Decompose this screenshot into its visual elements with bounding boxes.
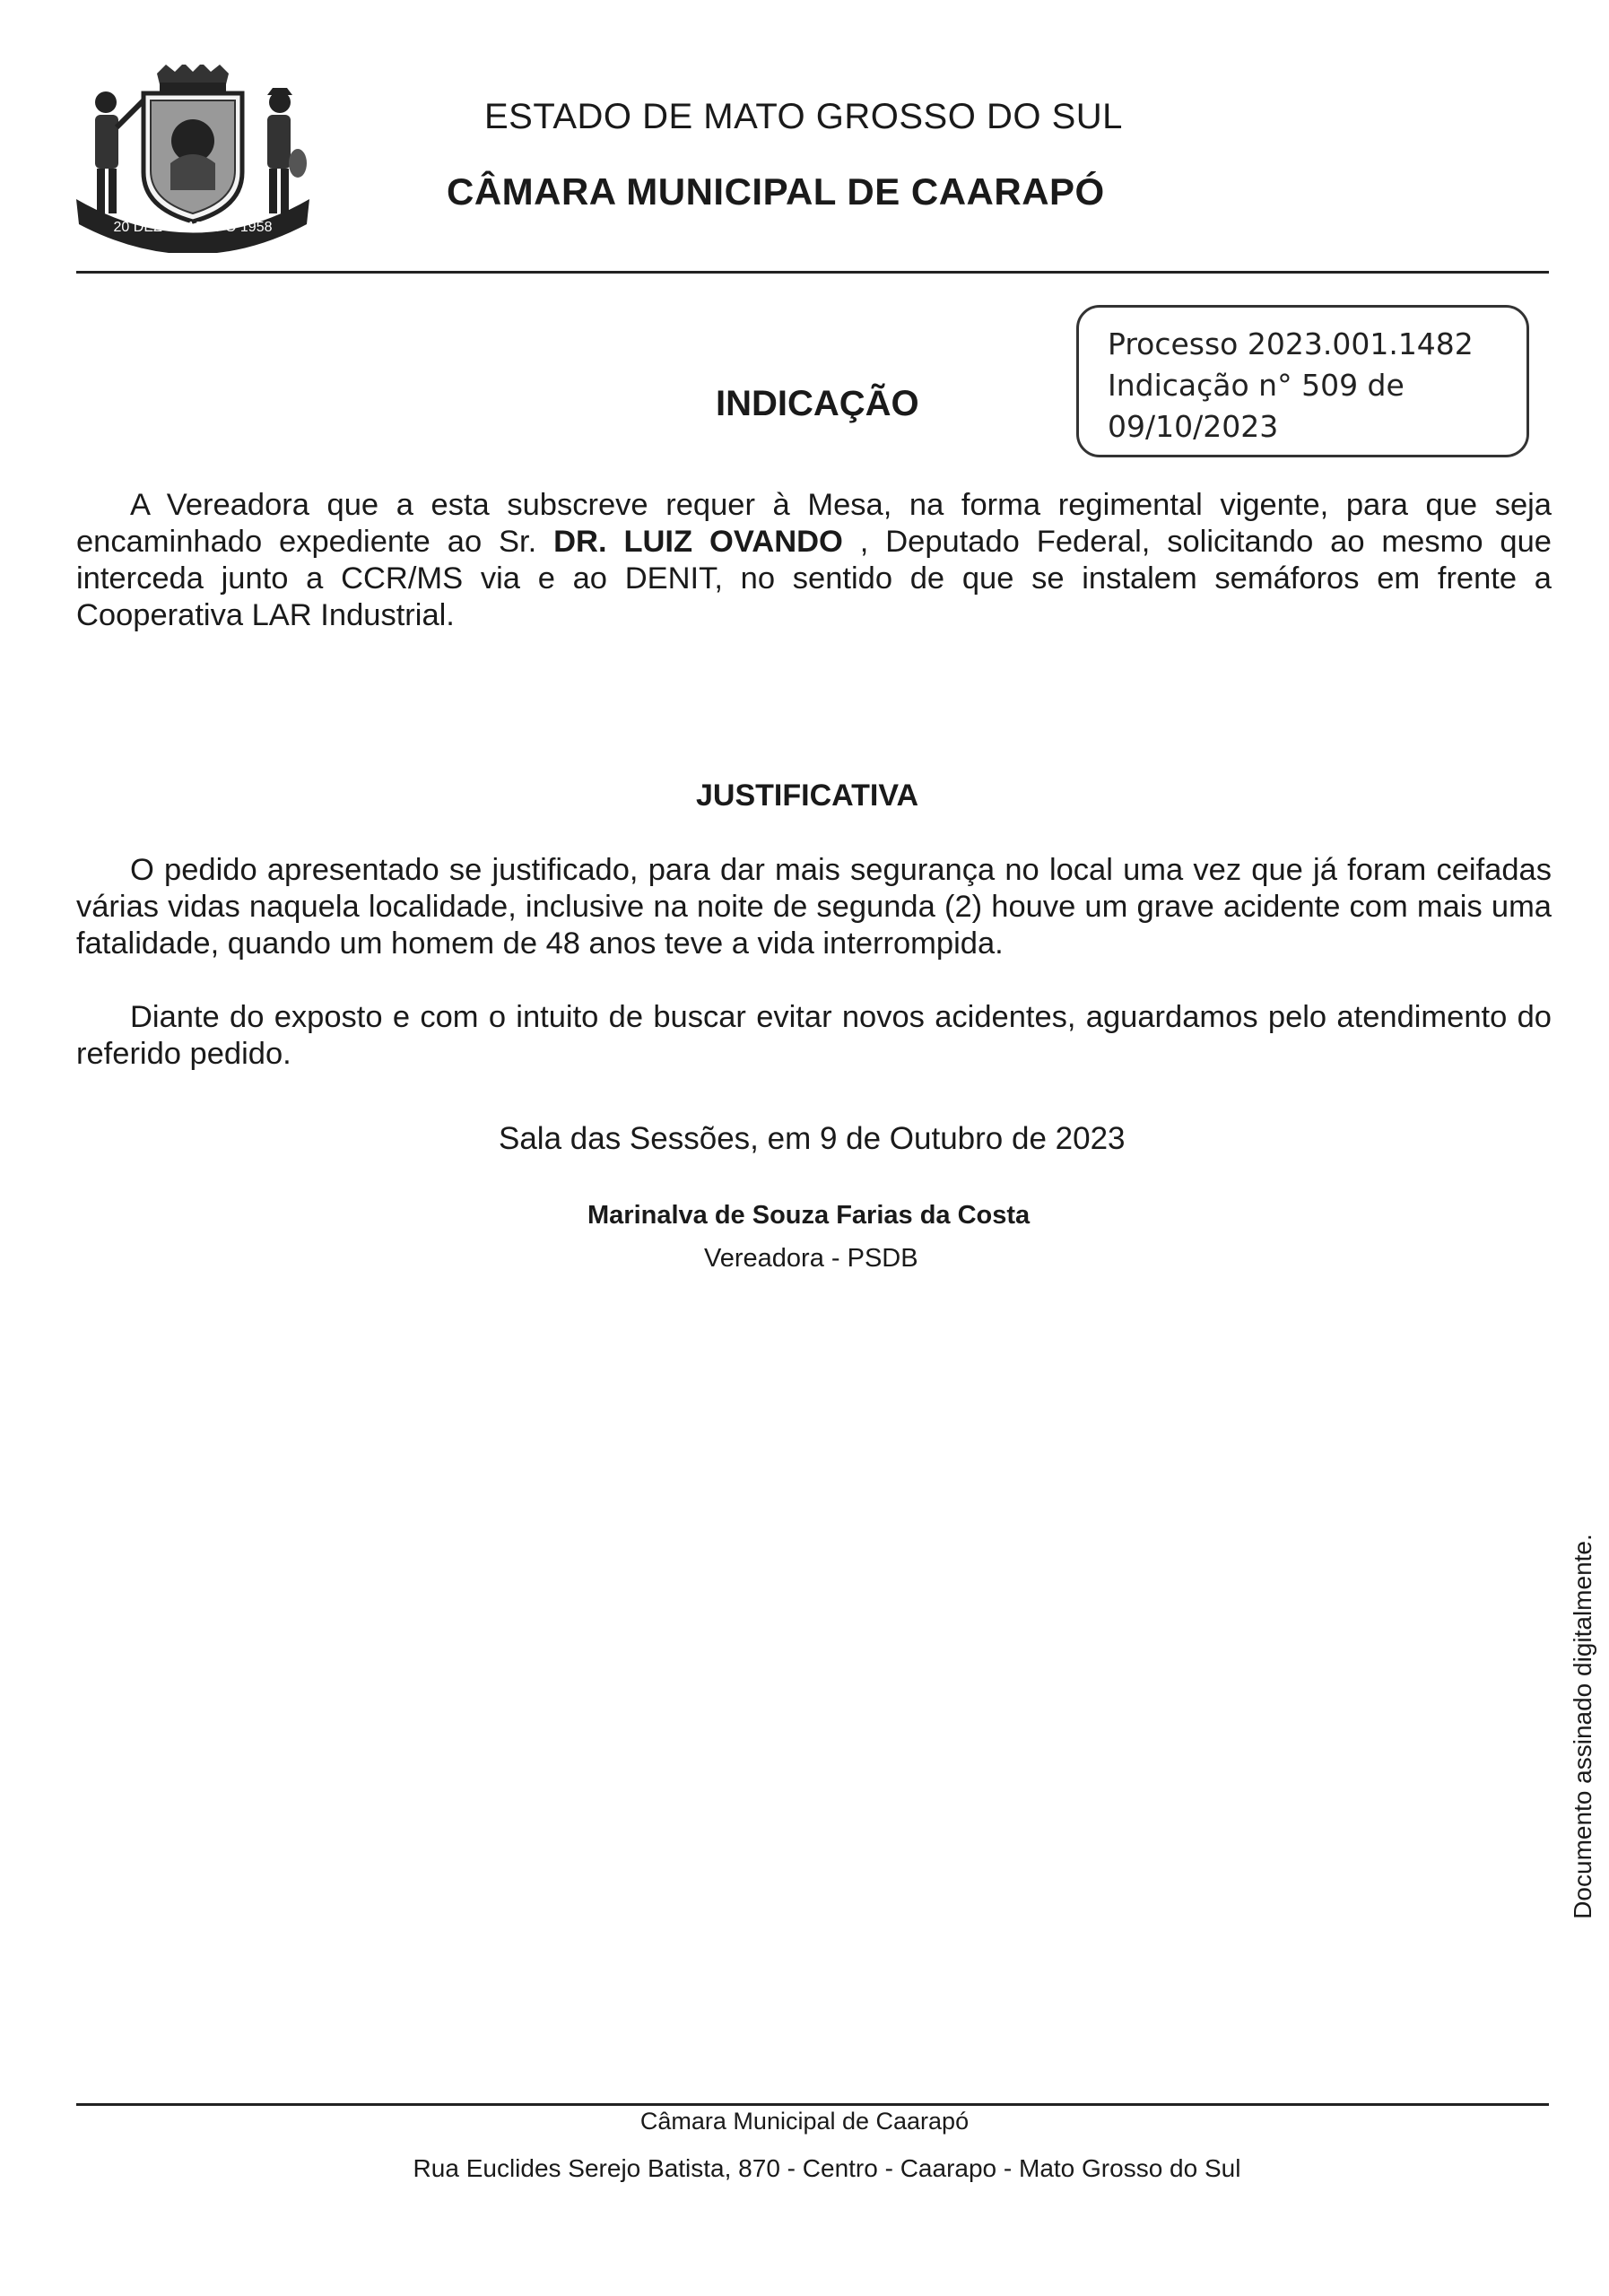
recipient-name: DR. LUIZ OVANDO [553,525,843,559]
municipal-crest-logo [72,65,314,253]
place-and-date: Sala das Sessões, em 9 de Outubro de 2023 [499,1121,1126,1156]
footer-divider [76,2103,1549,2106]
signer-role: Vereadora - PSDB [704,1244,918,1273]
footer-institution-name [0,2108,1609,2135]
justification-text-2: Diante do exposto e com o intuito de buscar evitar novos acidentes, aguardamos pelo atendimento do referido pedido. [76,1000,1552,1071]
footer-name-text: Câmara Municipal de Caarapó [639,2108,970,2135]
state-title: ESTADO DE MATO GROSSO DO SUL [484,97,1123,136]
chamber-title: CÂMARA MUNICIPAL DE CAARAPÓ [447,170,1105,213]
svg-text:20 DEZ CAARAPÓ 1958: 20 DEZ CAARAPÓ 1958 [113,220,273,235]
request-paragraph [76,487,1552,634]
protocol-date: 09/10/2023 [1108,409,1279,444]
digital-signature-note: Documento assinado digitalmente. [1569,1534,1596,1919]
justification-heading: JUSTIFICATIVA [696,778,919,813]
request-text-after: , Deputado Federal, solicitando ao mesmo que interceda junto a CCR/MS via e ao DENIT, no sentido de que se instalem semáforos em frente a Cooperativa LAR Industrial. [76,525,1552,632]
signer-name: Marinalva de Souza Farias da Costa [587,1201,1031,1230]
protocol-stamp-box [1076,305,1529,457]
request-text-before: A Vereadora que a esta subscreve requer à Mesa, na forma regimental vigente, para que seja encaminhado expediente ao Sr. [76,488,1552,559]
justification-text-1: O pedido apresentado se justificado, para dar mais segurança no local uma vez que já foram ceifadas várias vidas naquela localidade, inclusive na noite de segunda (2) houve um grave acidente com mais uma fatalidade, quando um homem de 48 anos teve a vida interrompida. [76,853,1552,961]
justification-paragraph-1 [76,852,1552,962]
header-divider [76,271,1549,274]
protocol-process-number: Processo 2023.001.1482 [1108,326,1474,361]
footer-address-text: Rua Euclides Serejo Batista, 870 - Centro - Caarapo - Mato Grosso do Sul [413,2154,1241,2182]
document-title: INDICAÇÃO [716,384,919,423]
protocol-indication-number: Indicação n° 509 de [1108,368,1405,403]
footer-address [0,2154,1609,2183]
justification-paragraph-2 [76,999,1552,1073]
